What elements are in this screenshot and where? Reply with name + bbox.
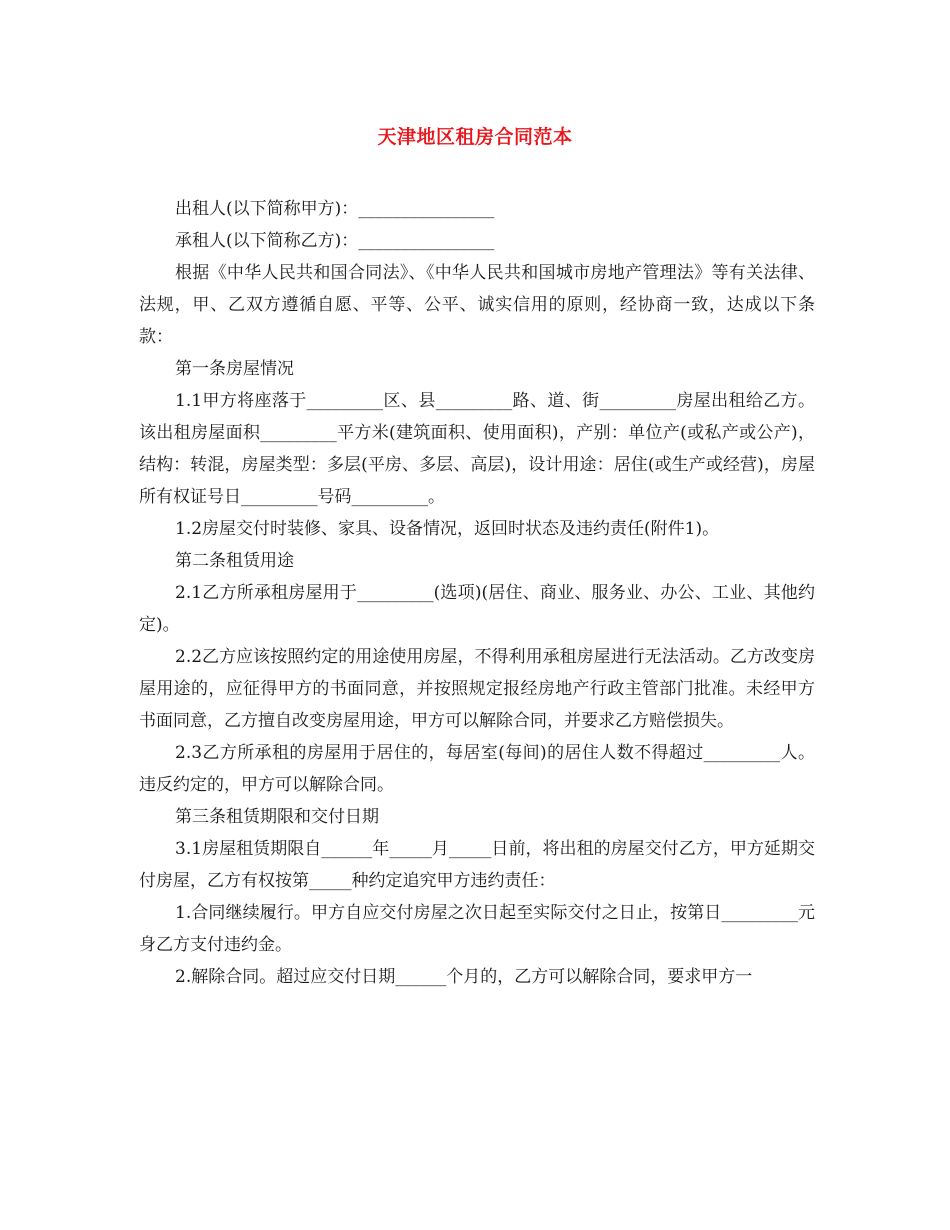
heading-article-2: 第二条租赁用途: [175, 551, 294, 571]
clause-2-3: 2.3乙方所承租的房屋用于居住的，每居室(每间)的居住人数不得超过_________人。违反约定的，甲方可以解除合同。: [139, 743, 815, 795]
heading-article-3: 第三条租赁期限和交付日期: [175, 807, 379, 827]
clause-3-1: 3.1房屋租赁期限自______年_____月_____日前，将出租的房屋交付乙方，甲方延期交付房屋，乙方有权按第_____种约定追究甲方违约责任：: [139, 839, 815, 891]
paragraph-lessor: 出租人(以下简称甲方)：________________: [175, 199, 495, 219]
option-1: 1.合同继续履行。甲方自应交付房屋之次日起至实际交付之日止，按第日_________元身乙方支付违约金。: [139, 903, 815, 955]
paragraph-lessee: 承租人(以下简称乙方)：________________: [175, 231, 495, 251]
option-2: 2.解除合同。超过应交付日期______个月的，乙方可以解除合同，要求甲方一: [175, 967, 753, 987]
clause-1-1: 1.1甲方将座落于_________区、县_________路、道、街_________房屋出租给乙方。该出租房屋面积_________平方米(建筑面积、使用面积)，产别：单位产(或私产或公产)，结构：转混，房屋类型：多层(平房、多层、高层)，设计用途：居住(或生产或经营)，房屋所有权证号日_________号码_________。: [139, 391, 815, 507]
clause-2-2: 2.2乙方应该按照约定的用途使用房屋，不得利用承租房屋进行无法活动。乙方改变房屋用途的，应征得甲方的书面同意，并按照规定报经房地产行政主管部门批准。未经甲方书面同意，乙方擅自改变房屋用途，甲方可以解除合同，并要求乙方赔偿损失。: [139, 647, 815, 731]
clause-1-2: 1.2房屋交付时装修、家具、设备情况，返回时状态及违约责任(附件1)。: [175, 519, 720, 539]
document-title: 天津地区租房合同范本: [377, 126, 573, 148]
paragraph-preamble: 根据《中华人民共和国合同法》、《中华人民共和国城市房地产管理法》等有关法律、法规，甲、乙双方遵循自愿、平等、公平、诚实信用的原则，经协商一致，达成以下条款：: [139, 263, 815, 347]
document-body: [139, 193, 815, 993]
clause-2-1: 2.1乙方所承租房屋用于_________(选项)(居住、商业、服务业、办公、工业、其他约定)。: [139, 583, 815, 635]
heading-article-1: 第一条房屋情况: [175, 359, 294, 379]
